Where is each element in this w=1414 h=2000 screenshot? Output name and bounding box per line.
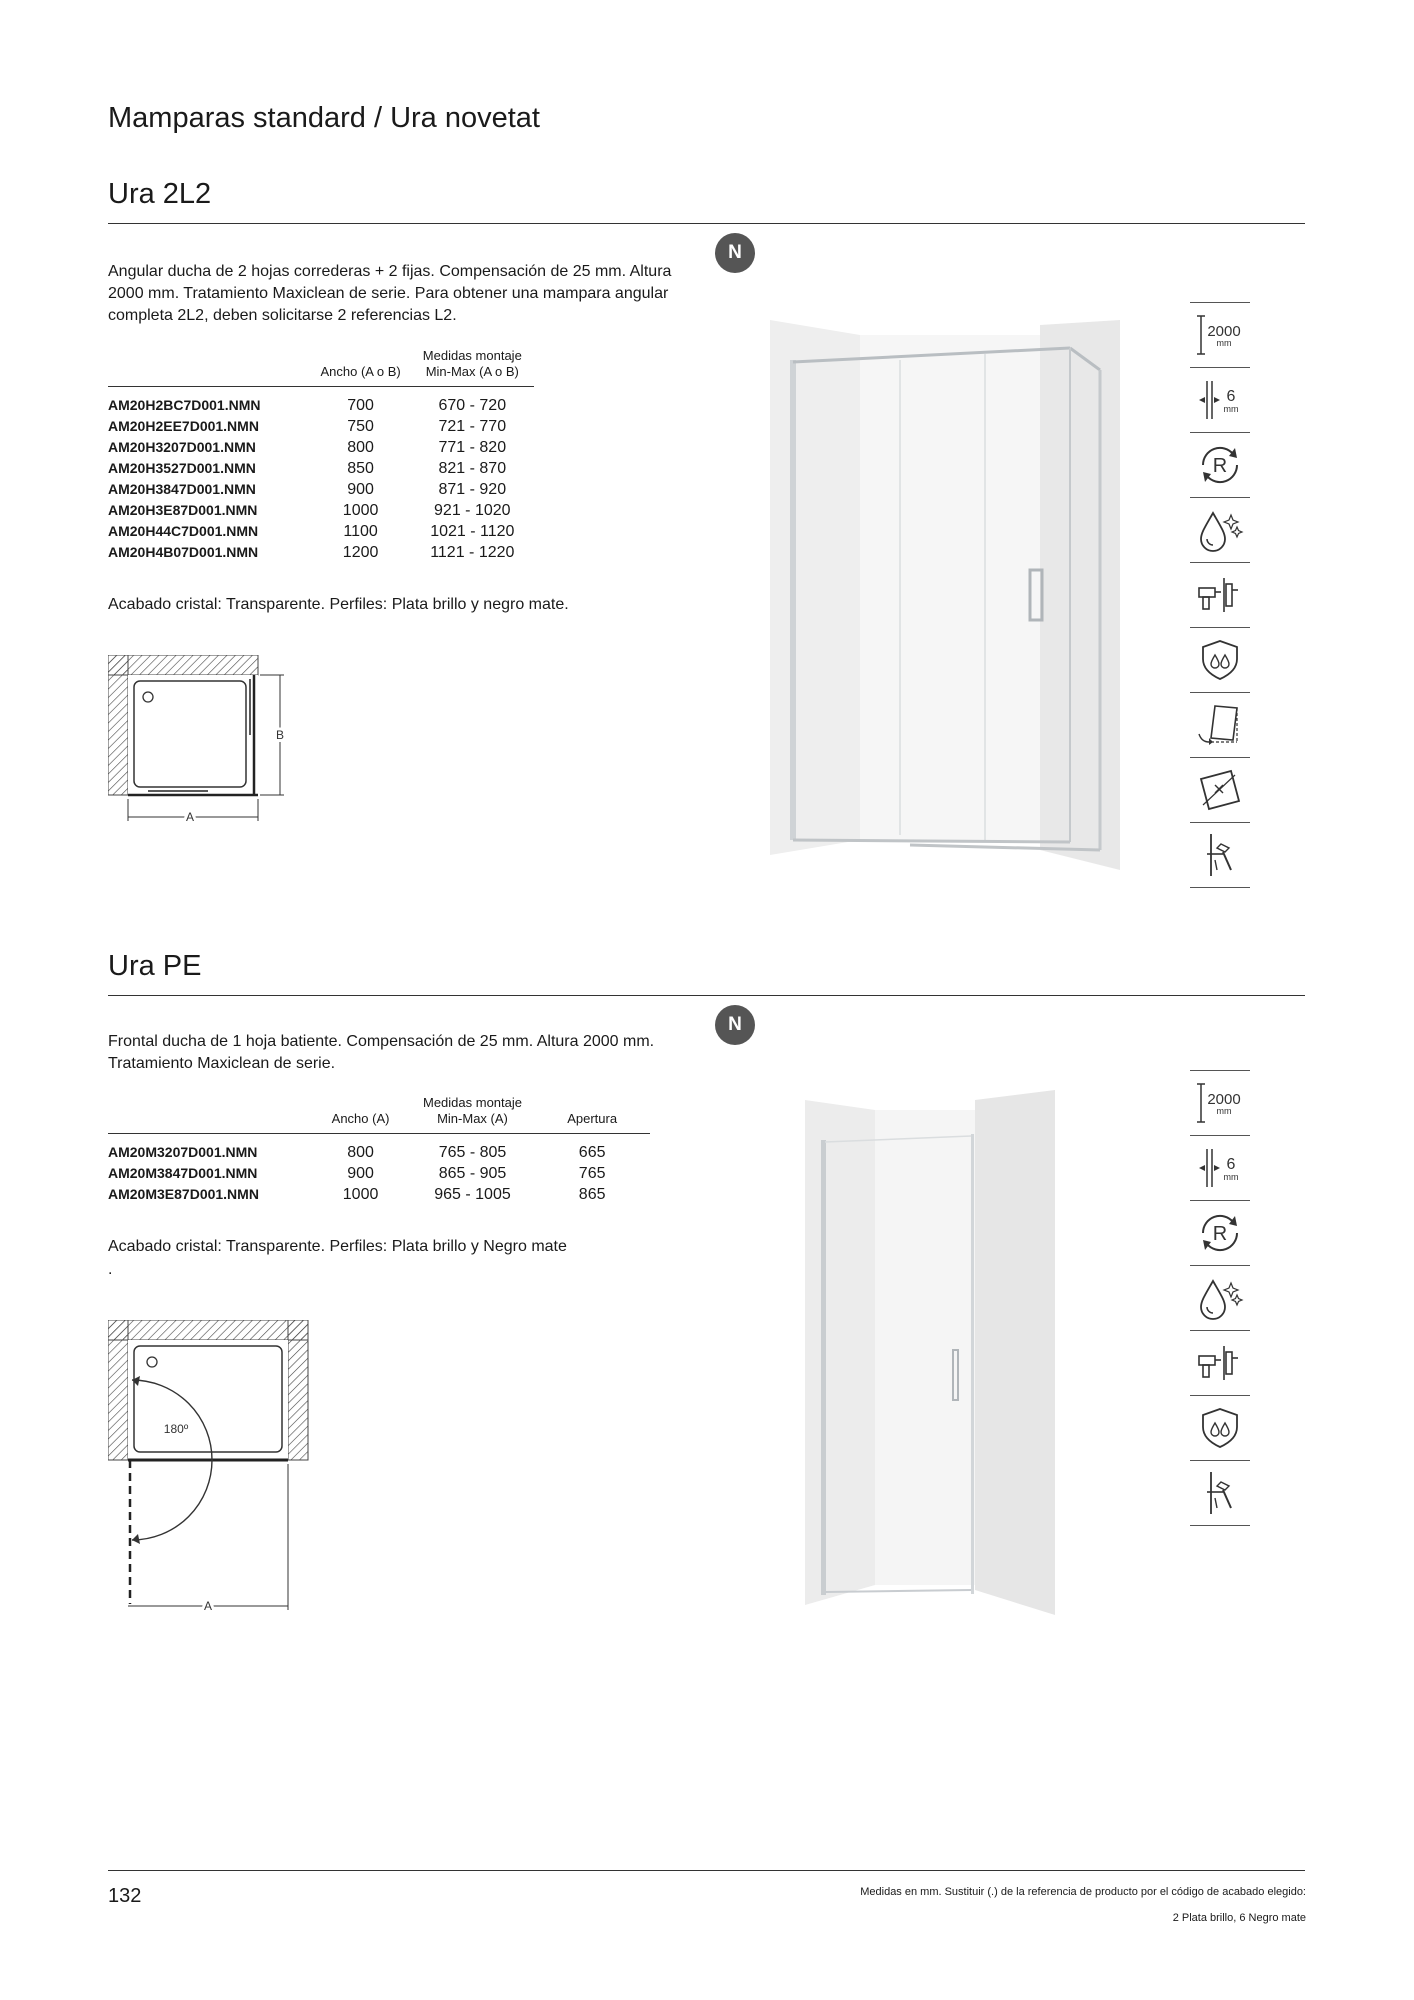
column-header (108, 348, 311, 387)
table-row: AM20H3527D001.NMN 850 821 - 870 (108, 460, 507, 477)
waterproof-icon (1190, 628, 1250, 693)
dimension-label-b: B (275, 728, 285, 742)
section-divider (108, 995, 1305, 996)
svg-text:2000: 2000 (1207, 1091, 1241, 1108)
product-image-ura-2l2 (760, 310, 1130, 880)
waterproof-icon (1190, 1396, 1250, 1461)
spec-table-ura-pe (108, 1095, 650, 1205)
feature-icons-ura-2l2 (1190, 302, 1250, 888)
page-title: Mamparas standard / Ura novetat (108, 102, 540, 134)
finish-note: Acabado cristal: Transparente. Perfiles: Plata brillo y Negro mate . (108, 1238, 567, 1278)
glass-6mm-icon (1190, 1136, 1250, 1201)
column-header-mounting: Medidas montaje Min-Max (A o B) (411, 348, 534, 387)
svg-text:2000: 2000 (1207, 323, 1241, 340)
floor-plan-diagram-2l2 (108, 655, 298, 835)
section-title-ura-pe: Ura PE (108, 950, 202, 982)
svg-text:mm: mm (1216, 338, 1232, 348)
svg-text:R: R (1212, 1223, 1228, 1245)
table-row: AM20H2EE7D001.NMN 750 721 - 770 (108, 418, 507, 435)
svg-text:6: 6 (1226, 1156, 1236, 1173)
table-row: AM20H3E87D001.NMN 1000 921 - 1020 (108, 502, 511, 519)
footer-finish-codes: 2 Plata brillo, 6 Negro mate (1172, 1912, 1306, 1924)
section-title-ura-2l2: Ura 2L2 (108, 178, 212, 210)
opening-angle-label: 180º (163, 1422, 189, 1436)
table-row: AM20H3847D001.NMN 900 871 - 920 (108, 481, 507, 498)
svg-text:R: R (1212, 455, 1228, 477)
column-header-width: Ancho (A) (310, 1095, 410, 1134)
feature-icons-ura-pe (1190, 1070, 1250, 1526)
footer-note: Medidas en mm. Sustituir (.) de la referencia de producto por el código de acabado elegido: (860, 1886, 1306, 1898)
wall-fixing-icon (1190, 823, 1250, 888)
height-2000mm-icon (1190, 302, 1250, 368)
dimension-label-a: A (203, 1599, 213, 1613)
table-row: AM20M3207D001.NMN 800 765 - 805 665 (108, 1144, 606, 1161)
product-image-ura-pe (795, 1080, 1075, 1620)
column-header-mounting: Medidas montaje Min-Max (A) (411, 1095, 535, 1134)
maxiclean-icon (1190, 1266, 1250, 1331)
sliding-door-icon (1190, 693, 1250, 758)
page-number: 132 (108, 1885, 142, 1907)
finish-note: Acabado cristal: Transparente. Perfiles: Plata brillo y negro mate. (108, 596, 569, 613)
wall-fixing-icon (1190, 1461, 1250, 1526)
table-row: AM20H44C7D001.NMN 1100 1021 - 1120 (108, 523, 515, 540)
reversible-icon (1190, 433, 1250, 498)
table-row: AM20M3E87D001.NMN 1000 965 - 1005 865 (108, 1186, 606, 1203)
product-description: Angular ducha de 2 hojas correderas + 2 fijas. Compensación de 25 mm. Altura 2000 mm. Tratamiento Maxiclean de serie. Para obtener una mampara angular completa 2L2, deben solicitarse 2 referencias L2. (108, 263, 672, 324)
svg-text:6: 6 (1226, 388, 1236, 405)
installation-icon (1190, 563, 1250, 628)
height-2000mm-icon (1190, 1070, 1250, 1136)
floor-plan-diagram-pe (108, 1320, 318, 1620)
maxiclean-icon (1190, 498, 1250, 563)
column-header-opening: Apertura (534, 1095, 650, 1134)
svg-text:mm: mm (1216, 1106, 1232, 1116)
table-row: AM20H2BC7D001.NMN 700 670 - 720 (108, 397, 507, 414)
dimension-label-a: A (185, 810, 195, 824)
section-divider (108, 223, 1305, 224)
svg-text:mm: mm (1223, 1172, 1239, 1182)
product-description: Frontal ducha de 1 hoja batiente. Compensación de 25 mm. Altura 2000 mm. Tratamiento Maxiclean de serie. (108, 1033, 655, 1072)
table-row: AM20M3847D001.NMN 900 865 - 905 765 (108, 1165, 606, 1182)
reversible-icon (1190, 1201, 1250, 1266)
table-row: AM20H3207D001.NMN 800 771 - 820 (108, 439, 507, 456)
safety-glass-icon (1190, 758, 1250, 823)
table-row: AM20H4B07D001.NMN 1200 1121 - 1220 (108, 544, 515, 561)
new-badge: N (715, 1005, 755, 1045)
spec-table-ura-2l2 (108, 348, 534, 563)
installation-icon (1190, 1331, 1250, 1396)
new-badge: N (715, 233, 755, 273)
svg-text:mm: mm (1223, 404, 1239, 414)
footer-divider (108, 1870, 1305, 1871)
column-header (108, 1095, 310, 1134)
column-header-width: Ancho (A o B) (311, 348, 411, 387)
glass-6mm-icon (1190, 368, 1250, 433)
